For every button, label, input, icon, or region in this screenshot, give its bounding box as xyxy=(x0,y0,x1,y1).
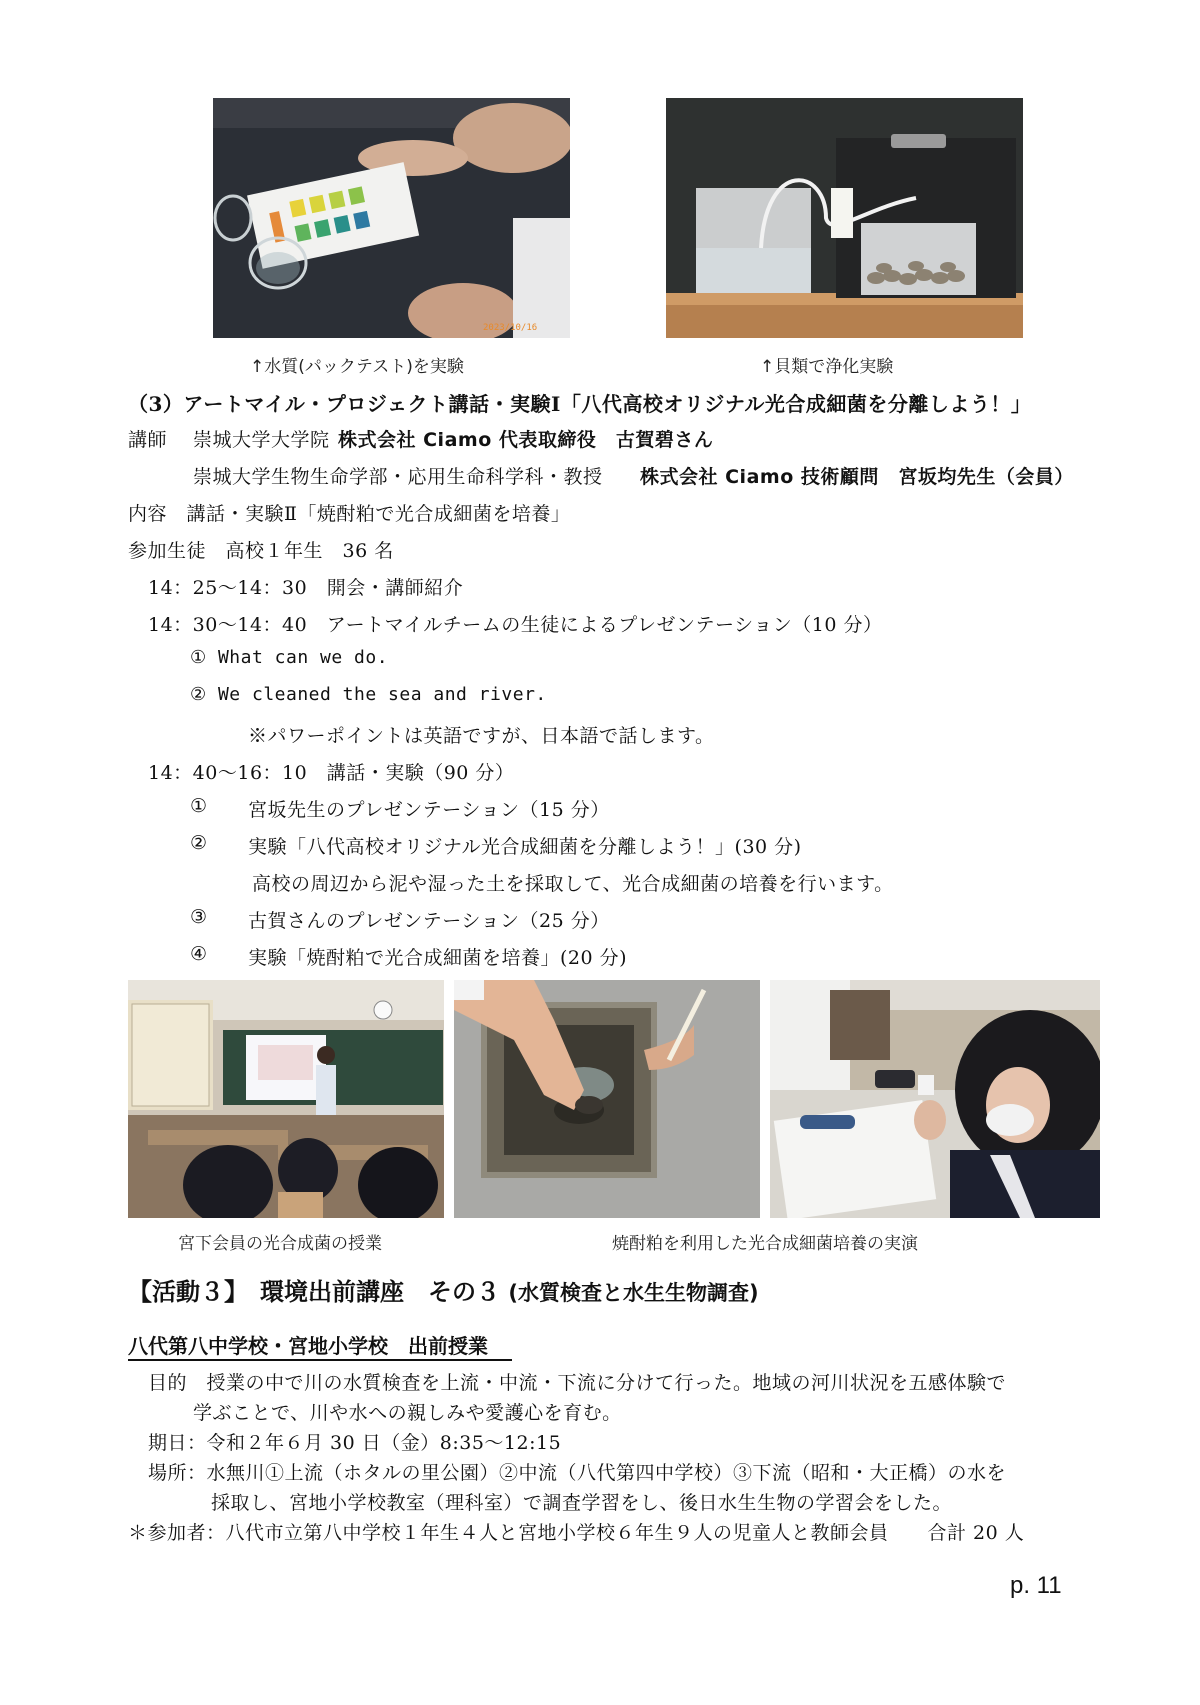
activity3-place-line1: 場所：水無川①上流（ホタルの里公園）②中流（八代第四中学校）③下流（昭和・大正橋）の水を xyxy=(148,1462,1007,1484)
activity3-date: 期日：令和２年６月 30 日（金）8:35～12:15 xyxy=(148,1432,562,1454)
schedule-3-num-2: ② xyxy=(190,832,208,854)
schedule-3-item-2-note: 高校の周辺から泥や湿った土を採取して、光合成細菌の培養を行います。 xyxy=(252,873,894,895)
caption-classroom: 宮下会員の光合成菌の授業 xyxy=(178,1234,382,1254)
activity3-heading xyxy=(128,1272,759,1307)
section3-content: 内容 講話・実験Ⅱ「焼酎粕で光合成細菌を培養」 xyxy=(128,503,571,525)
photo-shellfish-experiment xyxy=(666,98,1023,338)
photo-mud-sampling xyxy=(454,980,760,1218)
schedule-3-item-3: 古賀さんのプレゼンテーション（25 分） xyxy=(248,910,610,932)
schedule-3-num-4: ④ xyxy=(190,943,208,965)
activity3-purpose-line1: 目的 授業の中で川の水質検査を上流・中流・下流に分けて行った。地域の河川状況を五感体験で xyxy=(148,1372,1007,1394)
lecturer2-name: 株式会社 Ciamo 技術顧問 宮坂均先生（会員） xyxy=(640,466,1074,488)
lecturer1-affiliation: 崇城大学大学院 xyxy=(193,429,330,451)
activity3-attendees: ＊参加者：八代市立第八中学校１年生４人と宮地小学校６年生９人の児童人と教師会員 合計 20 人 xyxy=(128,1522,1025,1544)
schedule-3-num-1: ① xyxy=(190,795,208,817)
schedule-3-item-4: 実験「焼酎粕で光合成細菌を培養」(20 分) xyxy=(248,947,628,969)
activity3-place-line2: 採取し、宮地小学校教室（理科室）で調査学習をし、後日水生生物の学習会をした。 xyxy=(211,1492,953,1514)
schedule-2-note: ※パワーポイントは英語ですが、日本語で話します。 xyxy=(248,725,715,747)
activity3-heading-main: 【活動３】 環境出前講座 その３ xyxy=(128,1278,500,1306)
section3-title: （3）アートマイル・プロジェクト講話・実験Ⅰ「八代高校オリジナル光合成細菌を分離しよう！」 xyxy=(128,392,1032,416)
caption-culture-demo: 焼酎粕を利用した光合成細菌培養の実演 xyxy=(612,1234,918,1254)
activity3-school: 八代第八中学校・宮地小学校 出前授業 xyxy=(128,1330,512,1361)
schedule-3: 14：40～16：10 講話・実験（90 分） xyxy=(148,762,515,784)
caption-shellfish: ↑貝類で浄化実験 xyxy=(760,357,894,377)
activity3-heading-sub: (水質検査と水生生物調査) xyxy=(508,1281,759,1305)
lecturer1-name: 株式会社 Ciamo 代表取締役 古賀碧さん xyxy=(338,429,714,451)
schedule-2-item-1: ① What can we do. xyxy=(190,647,389,668)
schedule-3-num-3: ③ xyxy=(190,906,208,928)
photo-students-culture xyxy=(770,980,1100,1218)
section3-participants: 参加生徒 高校１年生 36 名 xyxy=(128,540,394,562)
schedule-2: 14：30～14：40 アートマイルチームの生徒によるプレゼンテーション（10 分） xyxy=(148,614,883,636)
schedule-1: 14：25～14：30 開会・講師紹介 xyxy=(148,577,464,599)
schedule-2-item-2: ② We cleaned the sea and river. xyxy=(190,684,547,705)
page-number: p. 11 xyxy=(1010,1572,1062,1599)
caption-pack-test: ↑水質(パックテスト)を実験 xyxy=(250,357,464,377)
lecturer-label: 講師 xyxy=(128,429,168,451)
schedule-3-item-2: 実験「八代高校オリジナル光合成細菌を分離しよう！」(30 分) xyxy=(248,836,802,858)
lecturer2-affiliation: 崇城大学生物生命学部・応用生命科学科・教授 xyxy=(193,466,603,488)
photo-pack-test xyxy=(213,98,570,338)
photo-classroom-lecture xyxy=(128,980,444,1218)
activity3-purpose-line2: 学ぶことで、川や水への親しみや愛護心を育む。 xyxy=(193,1402,622,1424)
photo-timestamp: 2023/10/16 xyxy=(483,323,538,333)
schedule-3-item-1: 宮坂先生のプレゼンテーション（15 分） xyxy=(248,799,610,821)
